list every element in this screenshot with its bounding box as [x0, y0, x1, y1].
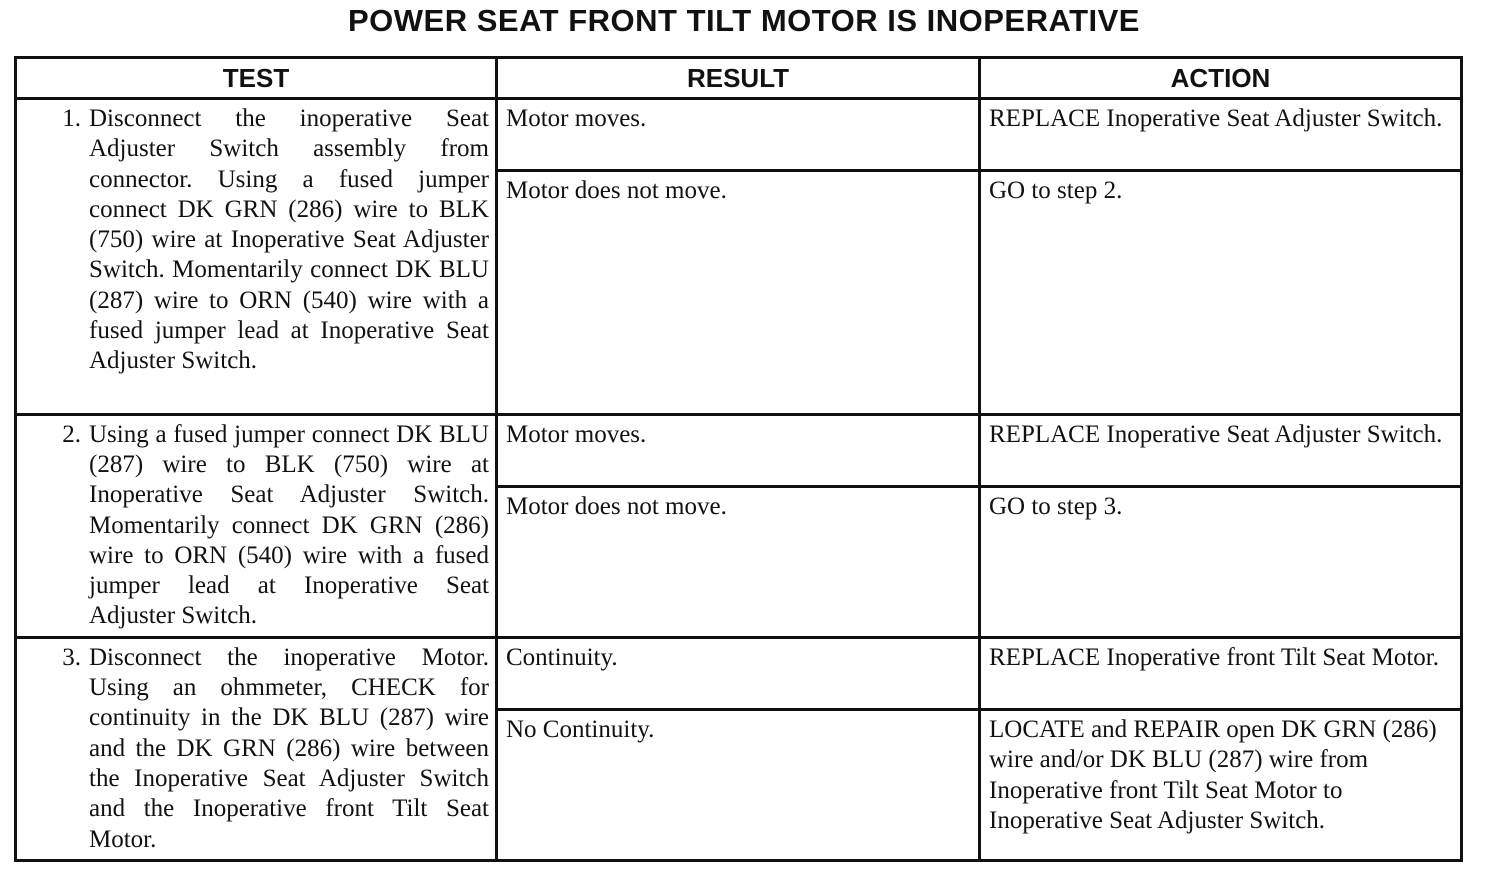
test-instructions: Disconnect the inoperative Motor. Using an ohmmeter, CHECK for continuity in the DK BLU (287) wire and the DK GRN (286) wire between the Inoperative Seat Adjuster Switch and the Inoperative front Tilt Seat Motor. — [89, 643, 489, 853]
action-text: REPLACE Inoperative Seat Adjuster Switch. — [989, 420, 1443, 448]
result-cell — [497, 637, 980, 709]
table-row — [16, 99, 1462, 171]
table-row — [16, 414, 1462, 486]
action-cell — [980, 414, 1462, 486]
action-text: REPLACE Inoperative Seat Adjuster Switch. — [989, 105, 1443, 132]
result-text: No Continuity. — [506, 716, 655, 744]
table-header-row — [16, 58, 1462, 99]
header-test: TEST — [16, 58, 497, 99]
action-cell — [980, 99, 1462, 171]
test-instructions: Disconnect the inoperative Seat Adjuster Switch assembly from connector. Using a fused jumper connect DK GRN (286) wire to BLK (750) wire at Inoperative Seat Adjuster Switch. Momentarily connect DK BLU (287) wire to ORN (540) wire with a fused jumper lead at Inoperative Seat Adjuster Switch. — [89, 105, 489, 375]
test-cell-step-3 — [16, 637, 497, 860]
action-cell — [980, 487, 1462, 638]
table-row — [16, 637, 1462, 709]
test-cell-step-1 — [16, 99, 497, 415]
result-text: Motor does not move. — [506, 493, 727, 521]
test-instructions: Using a fused jumper connect DK BLU (287) wire to BLK (750) wire at Inoperative Seat Adjuster Switch. Momentarily connect DK GRN (286) wire to ORN (540) wire with a fused jumper lead at Inoperative Seat Adjuster Switch. — [89, 420, 489, 630]
action-text: REPLACE Inoperative front Tilt Seat Motor. — [989, 643, 1439, 671]
action-cell — [980, 710, 1462, 861]
result-cell — [497, 171, 980, 414]
header-result: RESULT — [497, 58, 980, 99]
header-action: ACTION — [980, 58, 1462, 99]
test-cell-step-2 — [16, 414, 497, 637]
step-number: 2. — [62, 420, 81, 448]
action-cell — [980, 171, 1462, 414]
result-text: Motor moves. — [506, 420, 647, 448]
result-cell — [497, 414, 980, 486]
result-text: Continuity. — [506, 643, 618, 671]
action-text: GO to step 3. — [989, 493, 1123, 521]
step-number: 1. — [62, 105, 81, 132]
result-cell — [497, 487, 980, 638]
result-text: Motor moves. — [506, 105, 647, 132]
step-number: 3. — [62, 643, 81, 671]
result-cell — [497, 710, 980, 861]
result-cell — [497, 99, 980, 171]
result-text: Motor does not move. — [506, 177, 727, 205]
action-text: GO to step 2. — [989, 177, 1123, 205]
action-text: LOCATE and REPAIR open DK GRN (286) wire and/or DK BLU (287) wire from Inoperative front Tilt Seat Motor to Inoperative Seat Adjuster Switch. — [989, 716, 1437, 835]
diagnostic-table — [14, 56, 1463, 862]
page-title: POWER SEAT FRONT TILT MOTOR IS INOPERATIVE — [348, 3, 1140, 38]
action-cell — [980, 637, 1462, 709]
